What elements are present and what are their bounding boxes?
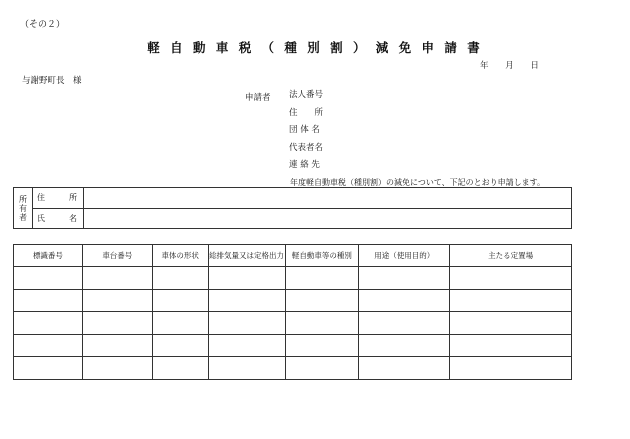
- vehicle-cell[interactable]: [359, 312, 450, 335]
- col-storage-location: 主たる定置場: [450, 245, 572, 267]
- vehicle-cell[interactable]: [152, 267, 208, 290]
- owner-heading: 所 有 者: [14, 188, 33, 229]
- vehicle-table: [13, 244, 572, 380]
- vehicle-cell[interactable]: [82, 289, 152, 312]
- vehicle-cell[interactable]: [285, 289, 359, 312]
- vehicle-cell[interactable]: [359, 357, 450, 380]
- vehicle-cell[interactable]: [208, 357, 285, 380]
- addressee: 与謝野町長 様: [22, 76, 82, 86]
- owner-name-label: 氏 名: [33, 208, 84, 229]
- vehicle-cell[interactable]: [359, 267, 450, 290]
- vehicle-cell[interactable]: [450, 267, 572, 290]
- vehicle-cell[interactable]: [450, 289, 572, 312]
- col-chassis-number: 車台番号: [82, 245, 152, 267]
- col-displacement: 総排気量又は定格出力: [208, 245, 285, 267]
- corporate-number-label: 法人番号: [289, 90, 324, 100]
- vehicle-cell[interactable]: [14, 357, 83, 380]
- vehicle-cell[interactable]: [14, 334, 83, 357]
- table-row: [14, 312, 572, 335]
- table-row: [14, 334, 572, 357]
- vehicle-cell[interactable]: [450, 334, 572, 357]
- owner-name-field[interactable]: [84, 208, 572, 229]
- vehicle-cell[interactable]: [82, 312, 152, 335]
- owner-table: [13, 187, 572, 229]
- table-row: [14, 357, 572, 380]
- vehicle-cell[interactable]: [152, 312, 208, 335]
- contact-label: 連 絡 先: [289, 160, 320, 170]
- vehicle-cell[interactable]: [82, 267, 152, 290]
- form-part-label: （その２）: [20, 20, 66, 30]
- vehicle-cell[interactable]: [450, 312, 572, 335]
- table-row: [14, 289, 572, 312]
- owner-address-field[interactable]: [84, 188, 572, 209]
- vehicle-cell[interactable]: [285, 334, 359, 357]
- vehicle-cell[interactable]: [285, 357, 359, 380]
- vehicle-cell[interactable]: [359, 289, 450, 312]
- col-purpose: 用途（使用目的）: [359, 245, 450, 267]
- address-label: 住 所: [289, 107, 324, 118]
- applicant-label: 申請者: [245, 93, 271, 103]
- form-title: 軽 自 動 車 税 （ 種 別 割 ） 減 免 申 請 書: [147, 40, 483, 55]
- vehicle-cell[interactable]: [82, 357, 152, 380]
- vehicle-cell[interactable]: [152, 357, 208, 380]
- vehicle-cell[interactable]: [152, 334, 208, 357]
- vehicle-cell[interactable]: [285, 267, 359, 290]
- vehicle-table-header: [14, 245, 572, 267]
- representative-name-label: 代表者名: [289, 142, 324, 153]
- application-statement: 年度軽自動車税（種別割）の減免について、下記のとおり申請します。: [290, 178, 546, 187]
- vehicle-cell[interactable]: [208, 267, 285, 290]
- organization-name-label: 団 体 名: [289, 125, 320, 135]
- col-vehicle-type: 軽自動車等の種別: [285, 245, 359, 267]
- col-plate-number: 標識番号: [14, 245, 83, 267]
- vehicle-cell[interactable]: [152, 289, 208, 312]
- applicant-fields: [289, 91, 323, 179]
- vehicle-cell[interactable]: [82, 334, 152, 357]
- vehicle-cell[interactable]: [208, 334, 285, 357]
- vehicle-cell[interactable]: [450, 357, 572, 380]
- vehicle-cell[interactable]: [208, 289, 285, 312]
- vehicle-cell[interactable]: [285, 312, 359, 335]
- table-row: [14, 267, 572, 290]
- col-body-shape: 車体の形状: [152, 245, 208, 267]
- vehicle-cell[interactable]: [14, 289, 83, 312]
- owner-address-label: 住 所: [33, 188, 84, 209]
- vehicle-cell[interactable]: [14, 312, 83, 335]
- vehicle-cell[interactable]: [208, 312, 285, 335]
- vehicle-cell[interactable]: [14, 267, 83, 290]
- vehicle-cell[interactable]: [359, 334, 450, 357]
- date-line: 年 月 日: [480, 61, 539, 71]
